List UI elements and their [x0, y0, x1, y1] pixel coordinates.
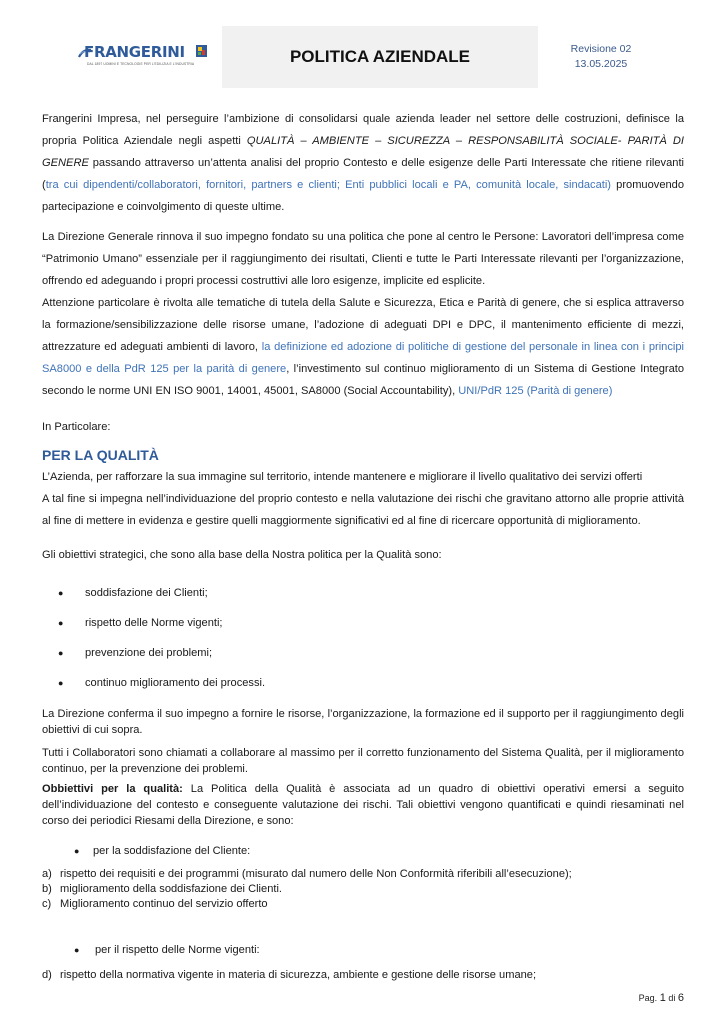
intro-paragraph-3: Attenzione particolare è rivolta alle tematiche di tutela della Salute e Sicurezza, Etica e Parità di genere, che si esplica attraverso la formazione/sensibilizzazione delle risorse umane, l’adozione di adeguati DPI e DPC, il mantenimento efficiente di mezzi, attrezzature ed adeguati ambienti di lavoro, la definizione ed adozione di politiche di gestione del personale in linea con i principi SA8000 e della PdR 125 per la parità di genere, l’investimento sul continuo miglioramento di un Sistema di Gestione Integrato secondo le norme UNI EN ISO 9001, 14001, 45001, SA8000 (Social Accountability), UNI/PdR 125 (Parità di genere) — [42, 297, 685, 397]
pdr125-text: UNI/PdR 125 (Parità di genere) — [458, 385, 613, 397]
logo-square-icon — [196, 45, 207, 57]
list-item: ● continuo miglioramento dei processi. — [42, 668, 684, 698]
list-item: ● rispetto delle Norme vigenti; — [42, 608, 684, 638]
revision-box — [538, 26, 664, 88]
qualita-paragraph-2: A tal fine si impegna nell’individuazione del proprio contesto e nella valutazione dei rischi che gravitano attorno alle proprie attività al fine di mettere in evidenza e gestire quelli maggiormente significativi ed al fine di ricercare opportunità di miglioramento. — [42, 493, 684, 527]
strategic-objectives-list — [42, 578, 684, 698]
stakeholders-list: tra cui dipendenti/collaboratori, fornitori, partners e clienti; Enti pubblici locali e PA, comunità locale, sindacati) — [45, 179, 611, 191]
cliente-objectives-list — [42, 867, 684, 912]
sa8000-policy-text: la definizione ed adozione di politiche di gestione del personale in linea con i principi SA8000 e della PdR 125 per la parità di genere — [42, 341, 685, 375]
revision-label: Revisione 02 — [570, 43, 632, 55]
list-item: b) miglioramento della soddisfazione dei Clienti. — [42, 883, 282, 895]
norme-objectives-list — [42, 968, 684, 983]
page-number: 1 — [659, 992, 666, 1004]
intro-paragraph-1: Frangerini Impresa, nel perseguire l’ambizione di consolidarsi quale azienda leader nel settore delle costruzioni, definisce la propria Politica Aziendale negli aspetti QUALITÀ – AMBIENTE – SICUREZZA – RESPONSABILITÀ SOCIALE- PARITÀ DI GENERE passando attraverso un’attenta analisi del proprio Contesto e delle esigenze delle Parti Interessate che ritiene rilevanti (tra cui dipendenti/collaboratori, fornitori, partners e clienti; Enti pubblici locali e PA, comunità locale, sindacati) promuovendo partecipazione e coinvolgimento di queste ultime. — [42, 113, 684, 213]
document-body — [42, 100, 684, 983]
list-item: c) Miglioramento continuo del servizio offerto — [42, 898, 268, 910]
logo-tagline: DAL 1897 UOMINI E TECNOLOGIE PER L'EDILIZIA E L'INDUSTRIA — [87, 62, 195, 66]
revision-date: 13.05.2025 — [574, 58, 628, 70]
document-header — [62, 26, 664, 88]
qualita-paragraph-1: L’Azienda, per rafforzare la sua immagine sul territorio, intende mantenere e migliorare il livello qualitativo dei servizi offerti — [42, 471, 643, 483]
sub-bullet-norme: ● per il rispetto delle Norme vigenti: — [42, 942, 684, 958]
title-box — [222, 26, 538, 88]
qualita-paragraph-3: Gli obiettivi strategici, che sono alla base della Nostra politica per la Qualità sono: — [42, 549, 442, 561]
objectives-label: Obbiettivi per la qualità: — [42, 783, 183, 795]
list-item: ● soddisfazione dei Clienti; — [42, 578, 684, 608]
page-footer — [639, 992, 684, 1004]
document-title: POLITICA AZIENDALE — [289, 47, 471, 66]
list-item: a) rispetto dei requisiti e dei programmi (misurato dal numero delle Non Conformità riferibili all’esecuzione); — [42, 868, 572, 880]
of-label: di — [668, 993, 676, 1003]
list-item: ● prevenzione dei problemi; — [42, 638, 684, 668]
list-item: d) rispetto della normativa vigente in materia di sicurezza, ambiente e gestione delle risorse umane; — [42, 969, 537, 981]
page-label: Pag. — [638, 993, 658, 1003]
qualita-paragraph-5: Tutti i Collaboratori sono chiamati a collaborare al massimo per il corretto funzionamento del Sistema Qualità, per il miglioramento continuo, per la prevenzione dei problemi. — [42, 747, 684, 775]
qualita-objectives-paragraph: Obbiettivi per la qualità: La Politica della Qualità è associata ad un quadro di obiettivi operativi emersi a seguito dell’individuazione del contesto e conseguente valutazione dei rischi. Tali obiettivi vengono quantificati e quindi riesaminati nel corso dei periodici Riesami della Direzione, e sono: — [42, 783, 684, 827]
intro-paragraph-2: La Direzione Generale rinnova il suo impegno fondato su una politica che pone al centro le Persone: Lavoratori dell’impresa come “Patrimonio Umano” essenziale per il raggiungimento dei risultati, Clienti e tutte le Parti Interessate rilevanti per l’organizzazione, offrendo ed adeguando i propri processi costruttivi alle loro esigenze, implicite ed esplicite. — [42, 231, 684, 287]
logo — [62, 26, 222, 88]
logo-text: FRANGERINI — [84, 43, 185, 61]
qualita-paragraph-4: La Direzione conferma il suo impegno a fornire le risorse, l’organizzazione, la formazione ed il supporto per il raggiungimento degli obiettivi di cui sopra. — [42, 708, 684, 736]
section-heading-qualita: PER LA QUALITÀ — [42, 447, 159, 463]
sub-bullet-cliente: ● per la soddisfazione del Cliente: — [42, 843, 684, 859]
policy-aspects: QUALITÀ – AMBIENTE – SICUREZZA – RESPONSABILITÀ SOCIALE- PARITÀ DI GENERE — [42, 135, 684, 169]
in-particolare-label: In Particolare: — [42, 421, 111, 433]
page-total: 6 — [677, 992, 684, 1004]
